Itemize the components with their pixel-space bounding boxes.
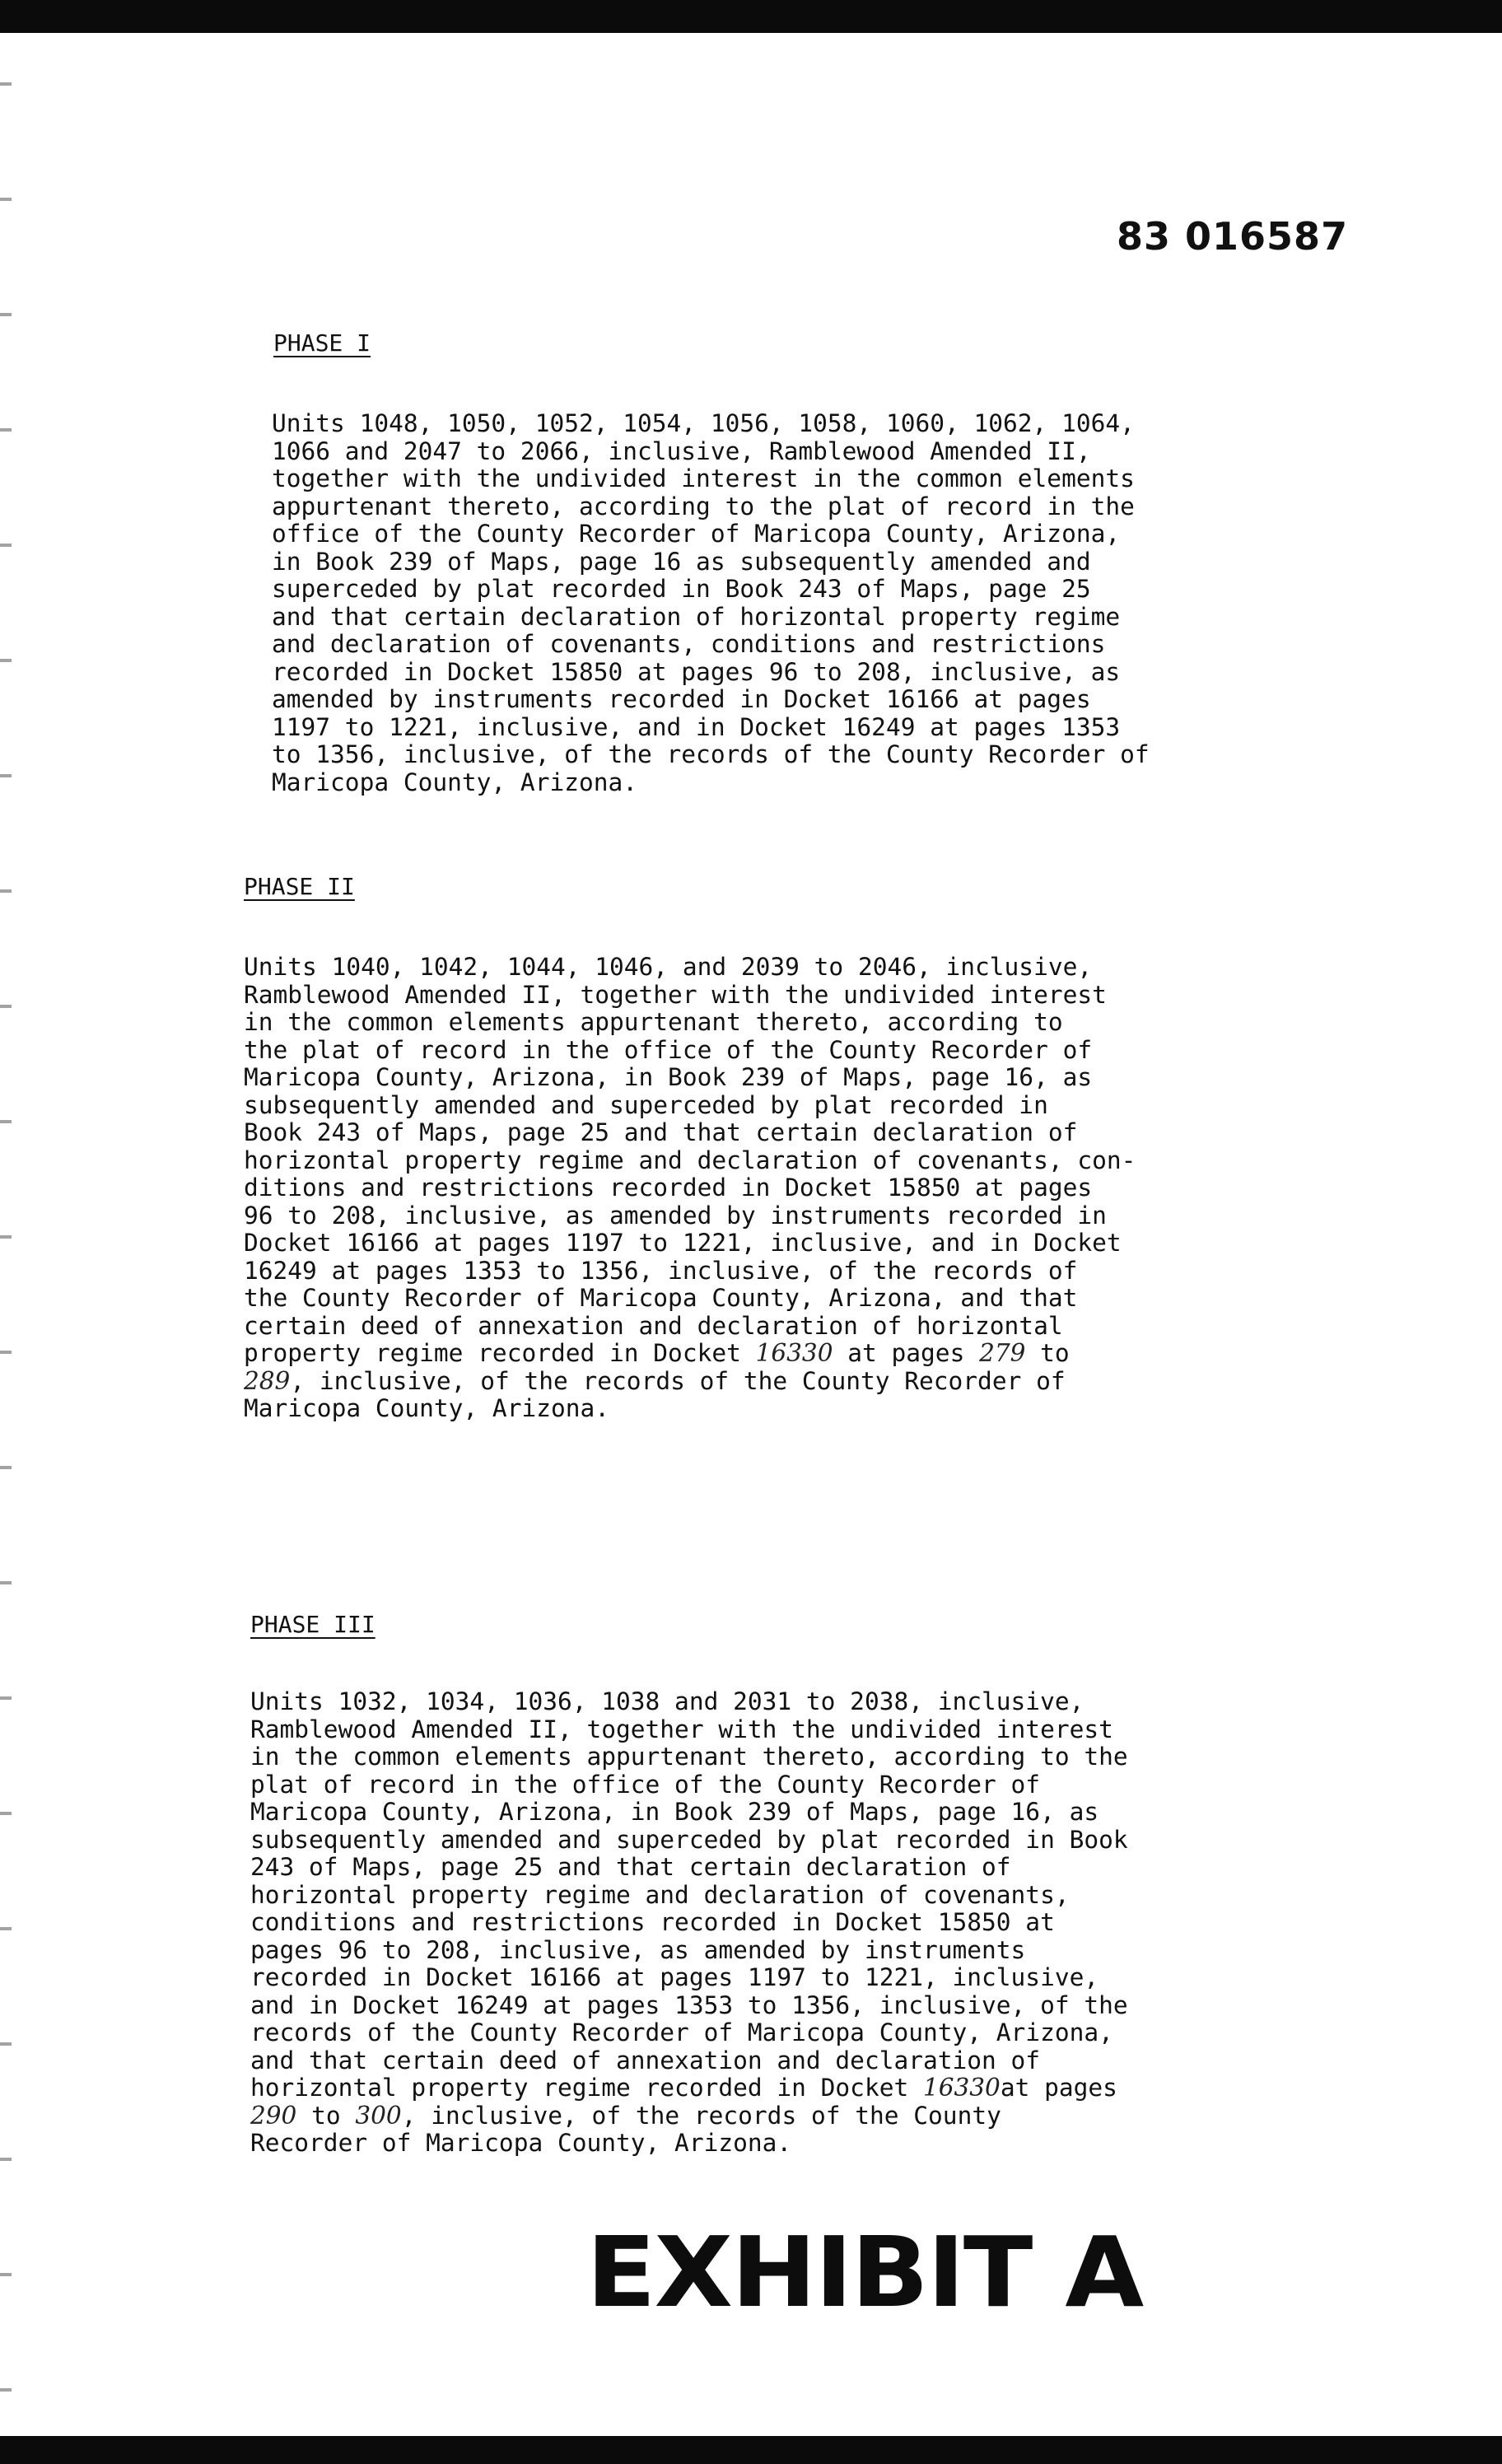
phase3-line-11: recorded in Docket 16166 at pages 1197 to 1221, inclusive, (250, 1963, 1099, 1991)
phase1-line-6: in Book 239 of Maps, page 16 as subsequently amended and (272, 547, 1091, 576)
phase2-line-11: Docket 16166 at pages 1197 to 1221, inclusive, and in Docket (244, 1229, 1122, 1257)
scan-bottom-border (0, 2436, 1502, 2464)
phase2-line-1: Units 1040, 1042, 1044, 1046, and 2039 to 2046, inclusive, (244, 953, 1093, 981)
phase3-line-4: plat of record in the office of the County Recorder of (250, 1770, 1041, 1799)
phase2-line-17: Maricopa County, Arizona. (244, 1394, 610, 1422)
phase1-line-14: Maricopa County, Arizona. (272, 768, 638, 796)
phase1-line-5: office of the County Recorder of Maricopa County, Arizona, (272, 520, 1121, 548)
phase2-line-15: property regime recorded in Docket 16330 at pages 279 to (244, 1339, 1070, 1367)
phase1-line-8: and that certain declaration of horizontal property regime (272, 602, 1121, 631)
page-from-handwritten: 279 (979, 1339, 1026, 1367)
phase1-line-10: recorded in Docket 15850 at pages 96 to 208, inclusive, as (272, 657, 1121, 686)
phase1-line-3: together with the undivided interest in the common elements (272, 464, 1135, 492)
phase2-line-5: Maricopa County, Arizona, in Book 239 of Maps, page 16, as (244, 1063, 1093, 1091)
phase2-line-9: ditions and restrictions recorded in Docket 15850 at pages (244, 1174, 1093, 1202)
phase2-line-14: certain deed of annexation and declaration of horizontal (244, 1311, 1063, 1340)
phase2-line-12: 16249 at pages 1353 to 1356, inclusive, of the records of (244, 1256, 1078, 1285)
phase3-line-2: Ramblewood Amended II, together with the undivided interest (250, 1715, 1113, 1743)
phase1-paragraph (272, 410, 1150, 796)
phase2-line-13: the County Recorder of Maricopa County, Arizona, and that (244, 1284, 1078, 1312)
phase2-line-7: Book 243 of Maps, page 25 and that certain declaration of (244, 1118, 1078, 1146)
phase1-line-2: 1066 and 2047 to 2066, inclusive, Ramblewood Amended II, (272, 436, 1091, 465)
phase2-line-4: the plat of record in the office of the County Recorder of (244, 1035, 1093, 1064)
phase3-line-7: 243 of Maps, page 25 and that certain declaration of (250, 1853, 1011, 1881)
phase3-line-5: Maricopa County, Arizona, in Book 239 of Maps, page 16, as (250, 1798, 1099, 1826)
docket-handwritten: 16330 (755, 1339, 833, 1367)
phase3-line-15: horizontal property regime recorded in Docket 16330at pages (250, 2074, 1117, 2102)
phase3-line-3: in the common elements appurtenant thereto, according to the (250, 1743, 1128, 1771)
phase1-line-7: superceded by plat recorded in Book 243 of Maps, page 25 (272, 575, 1091, 603)
phase1-line-4: appurtenant thereto, according to the plat of record in the (272, 492, 1135, 520)
phase3-line-6: subsequently amended and superceded by plat recorded in Book (250, 1825, 1128, 1854)
scan-top-border (0, 0, 1502, 33)
phase1-line-13: to 1356, inclusive, of the records of the County Recorder of (272, 740, 1150, 768)
phase3-line-1: Units 1032, 1034, 1036, 1038 and 2031 to 2038, inclusive, (250, 1687, 1085, 1715)
phase2-line-10: 96 to 208, inclusive, as amended by instruments recorded in (244, 1201, 1107, 1230)
phase2-line-6: subsequently amended and superceded by plat recorded in (244, 1090, 1048, 1119)
phase3-line-13: records of the County Recorder of Maricopa County, Arizona, (250, 2018, 1113, 2046)
phase3-line-12: and in Docket 16249 at pages 1353 to 1356, inclusive, of the (250, 1990, 1128, 2019)
phase1-line-9: and declaration of covenants, conditions and restrictions (272, 630, 1106, 658)
phase3-heading: PHASE III (250, 1611, 376, 1638)
phase3-line-17: Recorder of Maricopa County, Arizona. (250, 2129, 792, 2157)
phase3-paragraph (250, 1688, 1128, 2158)
phase2-paragraph (244, 954, 1136, 1423)
phase1-heading: PHASE I (273, 329, 371, 357)
page-to-handwritten: 289 (244, 1366, 291, 1395)
phase2-heading: PHASE II (244, 873, 355, 900)
phase3-line-10: pages 96 to 208, inclusive, as amended by instruments (250, 1935, 1026, 1964)
phase3-line-9: conditions and restrictions recorded in Docket 15850 at (250, 1908, 1055, 1936)
scan-edge-noise (0, 33, 12, 2421)
exhibit-stamp: EXHIBIT A (586, 2215, 1143, 2329)
phase2-line-2: Ramblewood Amended II, together with the undivided interest (244, 980, 1107, 1009)
phase1-line-1: Units 1048, 1050, 1052, 1054, 1056, 1058, 1060, 1062, 1064, (272, 409, 1135, 437)
phase3-line-16: 290 to 300, inclusive, of the records of the County (250, 2101, 1001, 2130)
docket-handwritten: 16330 (922, 2074, 1001, 2102)
phase3-line-14: and that certain deed of annexation and declaration of (250, 2046, 1041, 2074)
page-to-handwritten: 300 (355, 2101, 402, 2130)
phase1-line-12: 1197 to 1221, inclusive, and in Docket 16249 at pages 1353 (272, 712, 1121, 741)
phase2-line-3: in the common elements appurtenant thereto, according to (244, 1008, 1063, 1036)
phase3-line-8: horizontal property regime and declaration of covenants, (250, 1880, 1070, 1909)
document-number: 83 016587 (1117, 214, 1349, 259)
phase1-line-11: amended by instruments recorded in Docket 16166 at pages (272, 685, 1091, 713)
phase2-line-16: 289, inclusive, of the records of the County Recorder of (244, 1366, 1066, 1395)
page-from-handwritten: 290 (250, 2101, 297, 2130)
phase2-line-8: horizontal property regime and declaration of covenants, con- (244, 1146, 1136, 1174)
